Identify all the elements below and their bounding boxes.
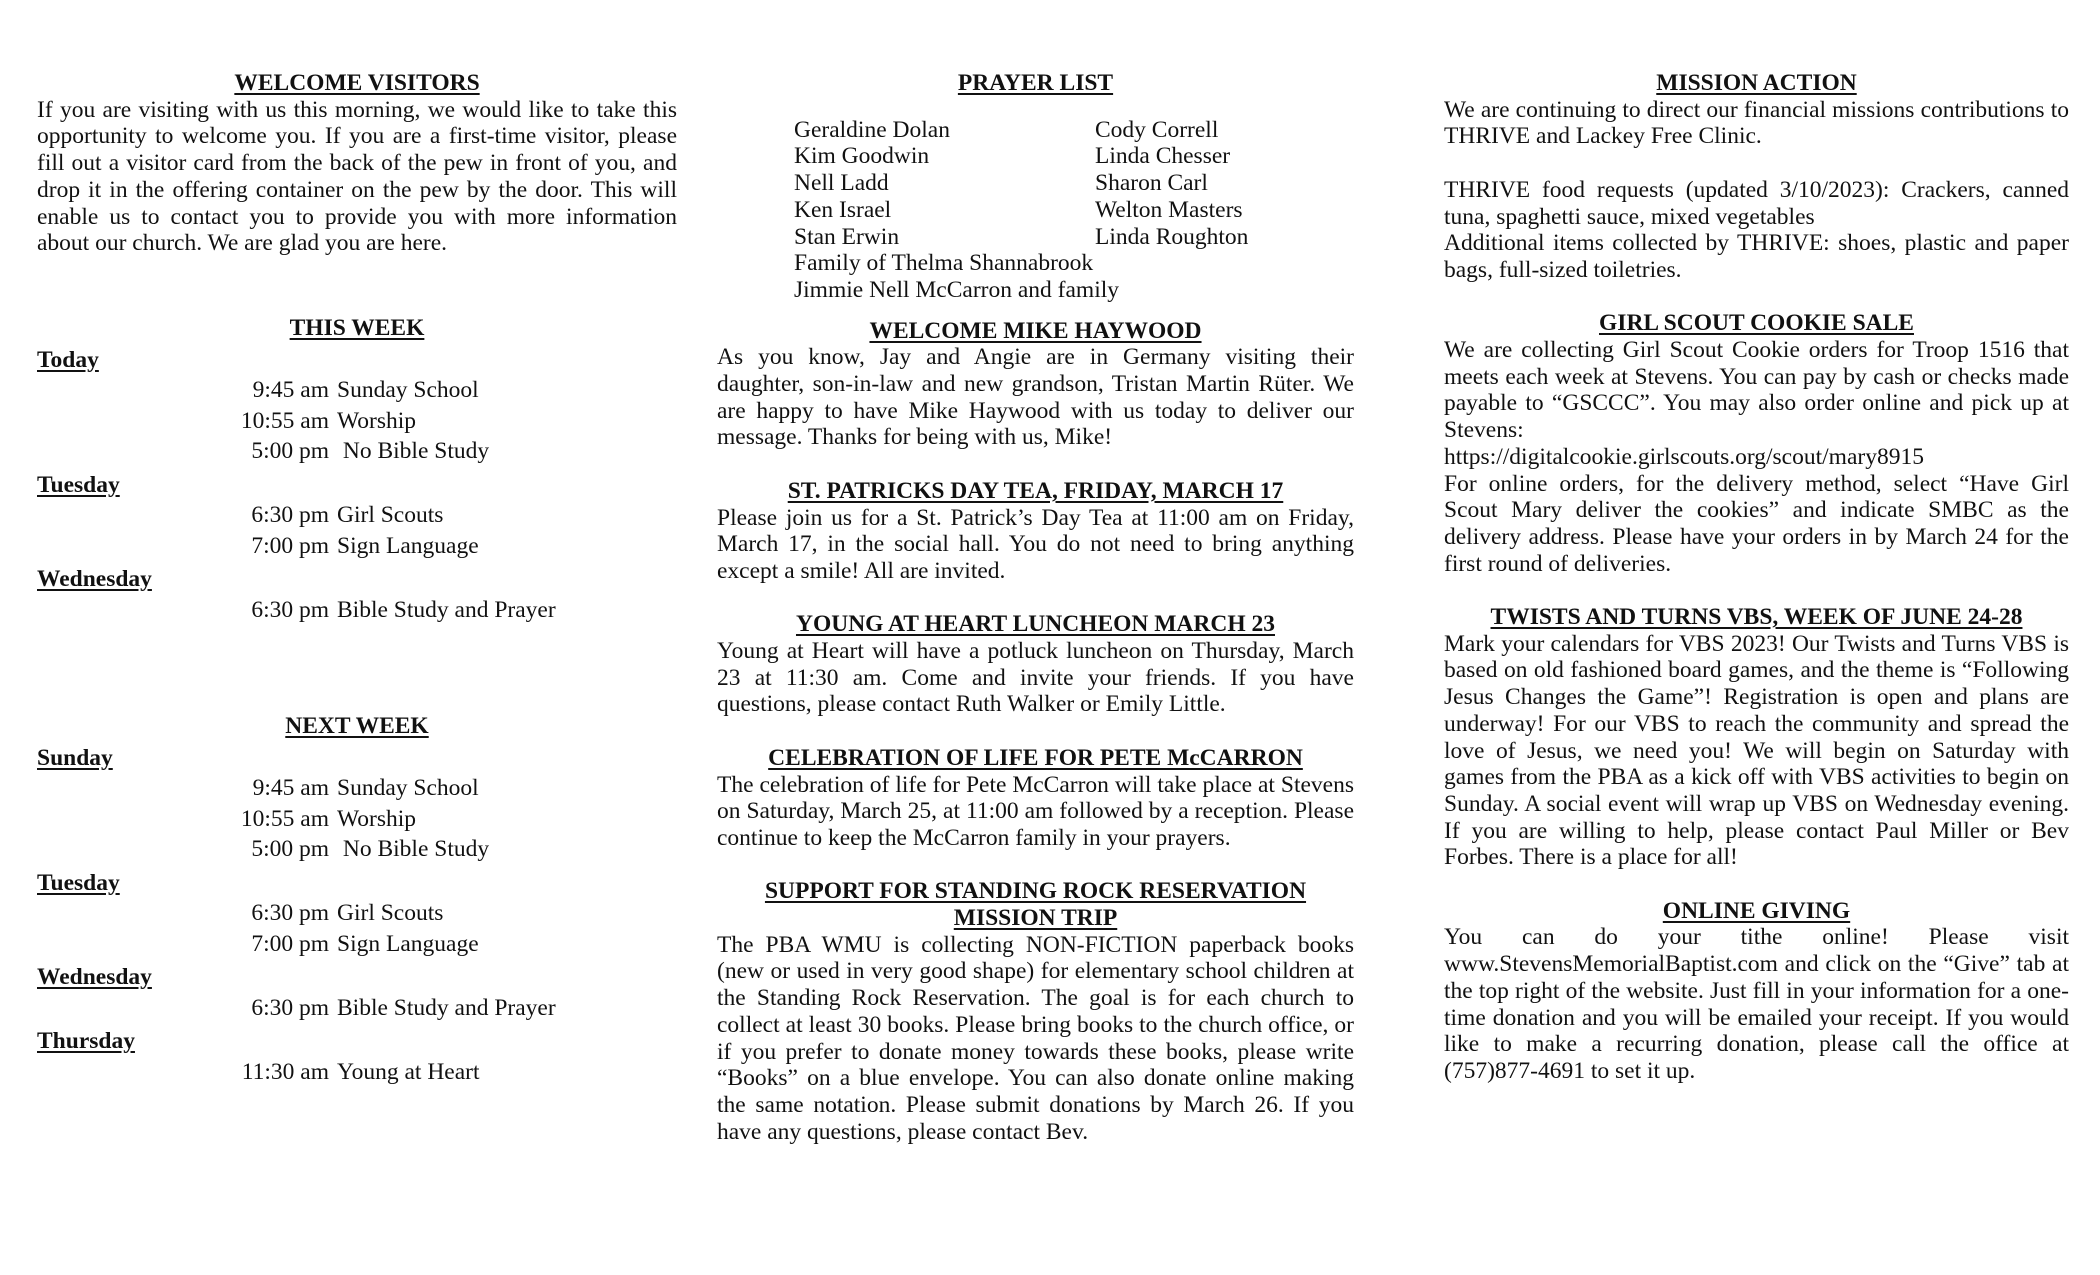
welcome-visitors-text: If you are visiting with us this morning, we would like to take this opportunity to welcome you. If you are a first-time visitor, please fill out a visitor card from the back of the pew in front of you, and drop it in the offering container on the pew by the door. This will enable us to contact you to provide you with more information about our church. We are glad you are here. <box>37 96 677 257</box>
online-giving-heading: ONLINE GIVING <box>1662 897 1851 924</box>
cookie-sale-heading: GIRL SCOUT COOKIE SALE <box>1599 310 1914 337</box>
schedule-event: Girl Scouts <box>337 900 444 927</box>
tea-heading: ST. PATRICKS DAY TEA, FRIDAY, MARCH 17 <box>787 477 1284 504</box>
schedule-day: Tuesday <box>37 471 120 498</box>
schedule-time: 7:00 pm <box>251 532 329 559</box>
schedule-time: 7:00 pm <box>251 930 329 957</box>
welcome-haywood-text: As you know, Jay and Angie are in Germany visiting their daughter, son-in-law and new grandson, Tristan Martin Rüter. We are happy to have Mike Haywood with us today to deliver our message. Thanks for being with us, Mike! <box>717 344 1354 451</box>
schedule-row <box>37 375 677 406</box>
luncheon-heading: YOUNG AT HEART LUNCHEON MARCH 23 <box>795 611 1275 638</box>
schedule-time: 6:30 pm <box>251 900 329 927</box>
vbs-heading: TWISTS AND TURNS VBS, WEEK OF JUNE 24-28 <box>1490 604 2023 631</box>
prayer-name: Kim Goodwin <box>794 143 930 170</box>
schedule-row <box>37 500 677 531</box>
prayer-list-heading: PRAYER LIST <box>957 70 1114 96</box>
online-giving-text: You can do your tithe online! Please visit www.StevensMemorialBaptist.com and click on the “Give” tab at the top right of the website. Just fill in your information for a one-time donation and you will be emailed your receipt. If you would like to make a recurring donation, please call the office at (757)877-4691 to set it up. <box>1444 924 2069 1084</box>
schedule-row <box>37 929 677 960</box>
luncheon-text: Young at Heart will have a potluck luncheon on Thursday, March 23 at 11:30 am. Come and invite your friends. If you have questions, please contact Ruth Walker or Emily Little. <box>717 638 1354 718</box>
standing-rock-text: The PBA WMU is collecting NON-FICTION paperback books (new or used in very good shape) for elementary school children at the Standing Rock Reservation. The goal is for each church to collect at least 30 books. Please bring books to the church office, or if you prefer to donate money towards these books, please write “Books” on a blue envelope. You can also donate online making the same notation. Please submit donations by March 26. If you have any questions, please contact Bev. <box>717 931 1354 1145</box>
mission-action-text: We are continuing to direct our financial missions contributions to THRIVE and Lackey Free Clinic. <box>1444 96 2069 150</box>
schedule-row <box>37 834 677 865</box>
schedule-time: 10:55 am <box>240 805 329 832</box>
schedule-row <box>37 898 677 929</box>
cookie-order-link[interactable]: https://digitalcookie.girlscouts.org/scout/mary8915 <box>1444 443 1924 470</box>
prayer-name: Family of Thelma Shannabrook <box>794 250 1094 277</box>
celebration-text: The celebration of life for Pete McCarron will take place at Stevens on Saturday, March 25, at 11:00 am followed by a reception. Please continue to keep the McCarron family in your prayers. <box>717 771 1354 851</box>
schedule-time: 6:30 pm <box>251 994 329 1021</box>
cookie-delivery-text: For online orders, for the delivery method, select “Have Girl Scout Mary deliver the cookies” and indicate SMBC as the delivery address. Please have your orders in by March 24 for the first round of deliveries. <box>1444 470 2069 577</box>
schedule-event: No Bible Study <box>337 836 490 863</box>
schedule-day: Tuesday <box>37 869 120 896</box>
schedule-event: Bible Study and Prayer <box>337 596 556 623</box>
schedule-time: 5:00 pm <box>251 438 329 465</box>
schedule-event: No Bible Study <box>337 438 490 465</box>
schedule-time: 6:30 pm <box>251 596 329 623</box>
prayer-name: Welton Masters <box>1095 196 1243 223</box>
welcome-visitors-heading: WELCOME VISITORS <box>234 70 480 96</box>
this-week-heading: THIS WEEK <box>289 314 425 341</box>
schedule-event: Girl Scouts <box>337 502 444 529</box>
standing-rock-heading-2: MISSION TRIP <box>953 905 1118 932</box>
tea-text: Please join us for a St. Patrick’s Day Tea at 11:00 am on Friday, March 17, in the social hall. You do not need to bring anything except a smile! All are invited. <box>717 504 1354 584</box>
prayer-name: Linda Chesser <box>1095 143 1231 170</box>
schedule-event: Sunday School <box>337 377 479 404</box>
next-week-heading: NEXT WEEK <box>285 713 429 740</box>
schedule-time: 11:30 am <box>241 1058 329 1085</box>
schedule-event: Bible Study and Prayer <box>337 994 556 1021</box>
this-week-schedule <box>37 345 677 626</box>
cookie-sale-text: We are collecting Girl Scout Cookie orders for Troop 1516 that meets each week at Stevens. You can pay by cash or checks made payable to “GSCCC”. You may also order online and pick up at Stevens: <box>1444 337 2069 444</box>
schedule-event: Sign Language <box>337 930 479 957</box>
schedule-time: 9:45 am <box>252 775 329 802</box>
left-column <box>37 70 677 1087</box>
thrive-items-text: Additional items collected by THRIVE: shoes, plastic and paper bags, full-sized toiletries. <box>1444 230 2069 283</box>
prayer-list <box>794 117 1354 251</box>
prayer-name: Geraldine Dolan <box>794 116 950 143</box>
prayer-name: Sharon Carl <box>1095 170 1208 197</box>
schedule-row <box>37 595 677 626</box>
schedule-row <box>37 1057 677 1088</box>
schedule-time: 9:45 am <box>252 377 329 404</box>
prayer-name: Ken Israel <box>794 196 892 223</box>
thrive-requests-text: THRIVE food requests (updated 3/10/2023): Crackers, canned tuna, spaghetti sauce, mixed vegetables <box>1444 176 2069 230</box>
prayer-name: Jimmie Nell McCarron and family <box>794 276 1120 303</box>
vbs-text: Mark your calendars for VBS 2023! Our Twists and Turns VBS is based on old fashioned board games, and the theme is “Following Jesus Changes the Game”! Registration is open and plans are underway! For our VBS to reach the community and spread the love of Jesus, we need you! We will begin on Saturday with games from the PBA as a kick off with VBS activities to begin on Sunday. A social event will wrap up VBS on Wednesday evening. If you are willing to help, please contact Paul Miller or Bev Forbes. There is a place for all! <box>1444 630 2069 871</box>
prayer-name: Cody Correll <box>1095 116 1219 143</box>
schedule-day: Thursday <box>37 1028 135 1055</box>
schedule-row <box>37 406 677 437</box>
prayer-name: Stan Erwin <box>794 223 900 250</box>
middle-column <box>717 70 1354 1145</box>
schedule-time: 5:00 pm <box>251 836 329 863</box>
schedule-event: Sunday School <box>337 775 479 802</box>
schedule-event: Sign Language <box>337 532 479 559</box>
prayer-name: Nell Ladd <box>794 170 889 197</box>
schedule-row <box>37 773 677 804</box>
schedule-day: Wednesday <box>37 566 152 593</box>
schedule-event: Worship <box>337 407 417 434</box>
schedule-event: Young at Heart <box>337 1058 480 1085</box>
schedule-time: 6:30 pm <box>251 502 329 529</box>
right-column <box>1444 70 2069 1085</box>
celebration-heading: CELEBRATION OF LIFE FOR PETE McCARRON <box>768 744 1303 771</box>
schedule-row <box>37 531 677 562</box>
schedule-day: Wednesday <box>37 964 152 991</box>
welcome-haywood-heading: WELCOME MIKE HAYWOOD <box>869 317 1202 344</box>
schedule-row <box>37 804 677 835</box>
schedule-row <box>37 436 677 467</box>
prayer-name: Linda Roughton <box>1095 223 1249 250</box>
schedule-time: 10:55 am <box>240 407 329 434</box>
schedule-row <box>37 993 677 1024</box>
schedule-day: Sunday <box>37 744 113 771</box>
schedule-day: Today <box>37 346 99 373</box>
mission-action-heading: MISSION ACTION <box>1656 70 1857 96</box>
standing-rock-heading: SUPPORT FOR STANDING ROCK RESERVATION <box>764 878 1307 905</box>
schedule-event: Worship <box>337 805 417 832</box>
next-week-schedule <box>37 743 677 1088</box>
